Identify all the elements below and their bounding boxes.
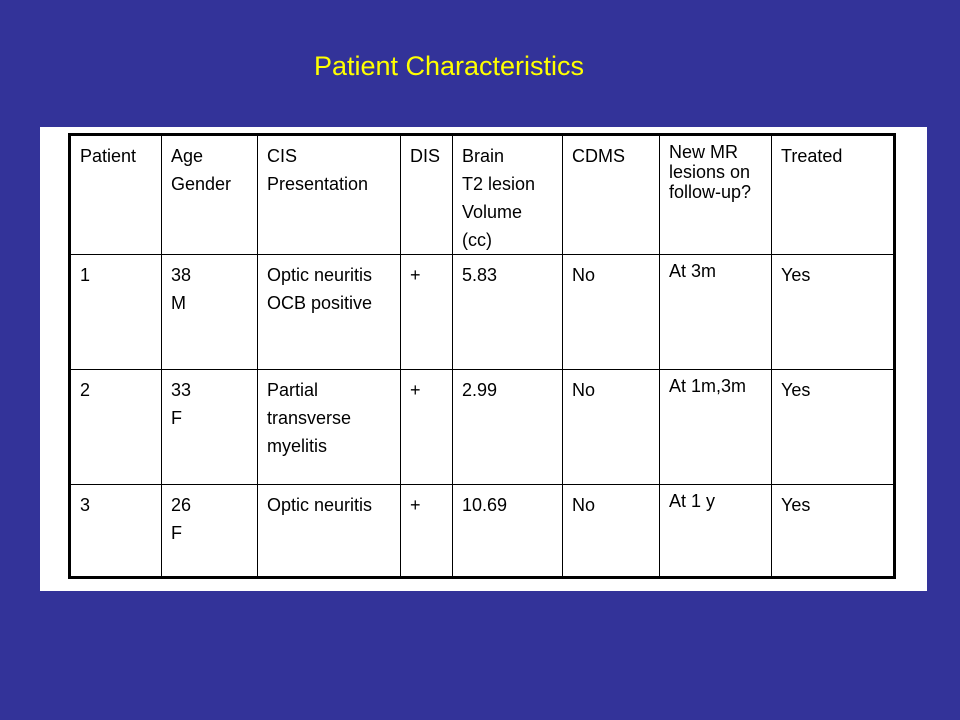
cell-brain-t2-volume — [453, 255, 563, 370]
cell-age-gender — [162, 255, 258, 370]
header-cdms — [563, 135, 660, 255]
cell-text: OCB positive — [267, 293, 373, 313]
cell-new-mr-lesions — [660, 485, 772, 578]
cell-text: Volume — [462, 202, 523, 222]
cell-text: No — [572, 495, 596, 515]
cell-dis — [401, 370, 453, 485]
cell-text: 2.99 — [462, 380, 498, 400]
cell-text: No — [572, 265, 596, 285]
cell-dis — [401, 255, 453, 370]
cell-text: 10.69 — [462, 495, 508, 515]
cell-text: Patient — [80, 146, 137, 166]
cell-text: Gender — [171, 174, 232, 194]
table-row — [70, 485, 895, 578]
cell-new-mr-lesions — [660, 255, 772, 370]
cell-text: Optic neuritis — [267, 495, 373, 515]
cell-text: + — [410, 380, 421, 400]
table-row — [70, 370, 895, 485]
cell-text: M — [171, 293, 186, 313]
cell-cdms — [563, 485, 660, 578]
cell-patient — [70, 370, 162, 485]
cell-text: Age — [171, 146, 204, 166]
cell-text: 2 — [80, 380, 91, 400]
cell-dis — [401, 485, 453, 578]
cell-text: lesions on — [669, 162, 751, 182]
cell-text: 5.83 — [462, 265, 498, 285]
cell-patient — [70, 255, 162, 370]
header-patient — [70, 135, 162, 255]
cell-cis-presentation — [258, 370, 401, 485]
cell-age-gender — [162, 485, 258, 578]
cell-text: 38 — [171, 265, 192, 285]
cell-text: Presentation — [267, 174, 369, 194]
header-cis-presentation — [258, 135, 401, 255]
cell-text: T2 lesion — [462, 174, 536, 194]
cell-text: 1 — [80, 265, 91, 285]
cell-text: 3 — [80, 495, 91, 515]
cell-cis-presentation — [258, 485, 401, 578]
cell-text: Optic neuritis — [267, 265, 373, 285]
cell-text: follow-up? — [669, 182, 752, 202]
cell-brain-t2-volume — [453, 485, 563, 578]
header-treated — [772, 135, 895, 255]
header-brain-t2-volume — [453, 135, 563, 255]
cell-text: CDMS — [572, 146, 625, 166]
cell-text: Yes — [781, 265, 811, 285]
table-panel — [40, 127, 927, 591]
cell-text: Treated — [781, 146, 843, 166]
cell-text: Yes — [781, 380, 811, 400]
header-age-gender — [162, 135, 258, 255]
cell-text: transverse — [267, 408, 352, 428]
patient-characteristics-table — [68, 133, 896, 579]
cell-text: F — [171, 523, 182, 543]
header-new-mr-lesions — [660, 135, 772, 255]
cell-text: (cc) — [462, 230, 492, 250]
cell-text: Yes — [781, 495, 811, 515]
cell-text: At 3m — [669, 261, 717, 281]
cell-cdms — [563, 370, 660, 485]
cell-age-gender — [162, 370, 258, 485]
cell-patient — [70, 485, 162, 578]
cell-treated — [772, 370, 895, 485]
cell-new-mr-lesions — [660, 370, 772, 485]
cell-text: CIS — [267, 146, 298, 166]
cell-text: F — [171, 408, 182, 428]
cell-text: Partial — [267, 380, 319, 400]
cell-cdms — [563, 255, 660, 370]
header-dis — [401, 135, 453, 255]
cell-treated — [772, 255, 895, 370]
cell-text: At 1 y — [669, 491, 716, 511]
cell-text: 26 — [171, 495, 192, 515]
table-header-row — [70, 135, 895, 255]
slide-title: Patient Characteristics — [313, 51, 585, 81]
table-row — [70, 255, 895, 370]
cell-text: 33 — [171, 380, 192, 400]
cell-text: Brain — [462, 146, 505, 166]
cell-text: New MR — [669, 142, 739, 162]
cell-text: + — [410, 495, 421, 515]
cell-text: No — [572, 380, 596, 400]
cell-cis-presentation — [258, 255, 401, 370]
cell-treated — [772, 485, 895, 578]
cell-brain-t2-volume — [453, 370, 563, 485]
cell-text: myelitis — [267, 436, 328, 456]
cell-text: DIS — [410, 146, 441, 166]
cell-text: At 1m,3m — [669, 376, 747, 396]
cell-text: + — [410, 265, 421, 285]
